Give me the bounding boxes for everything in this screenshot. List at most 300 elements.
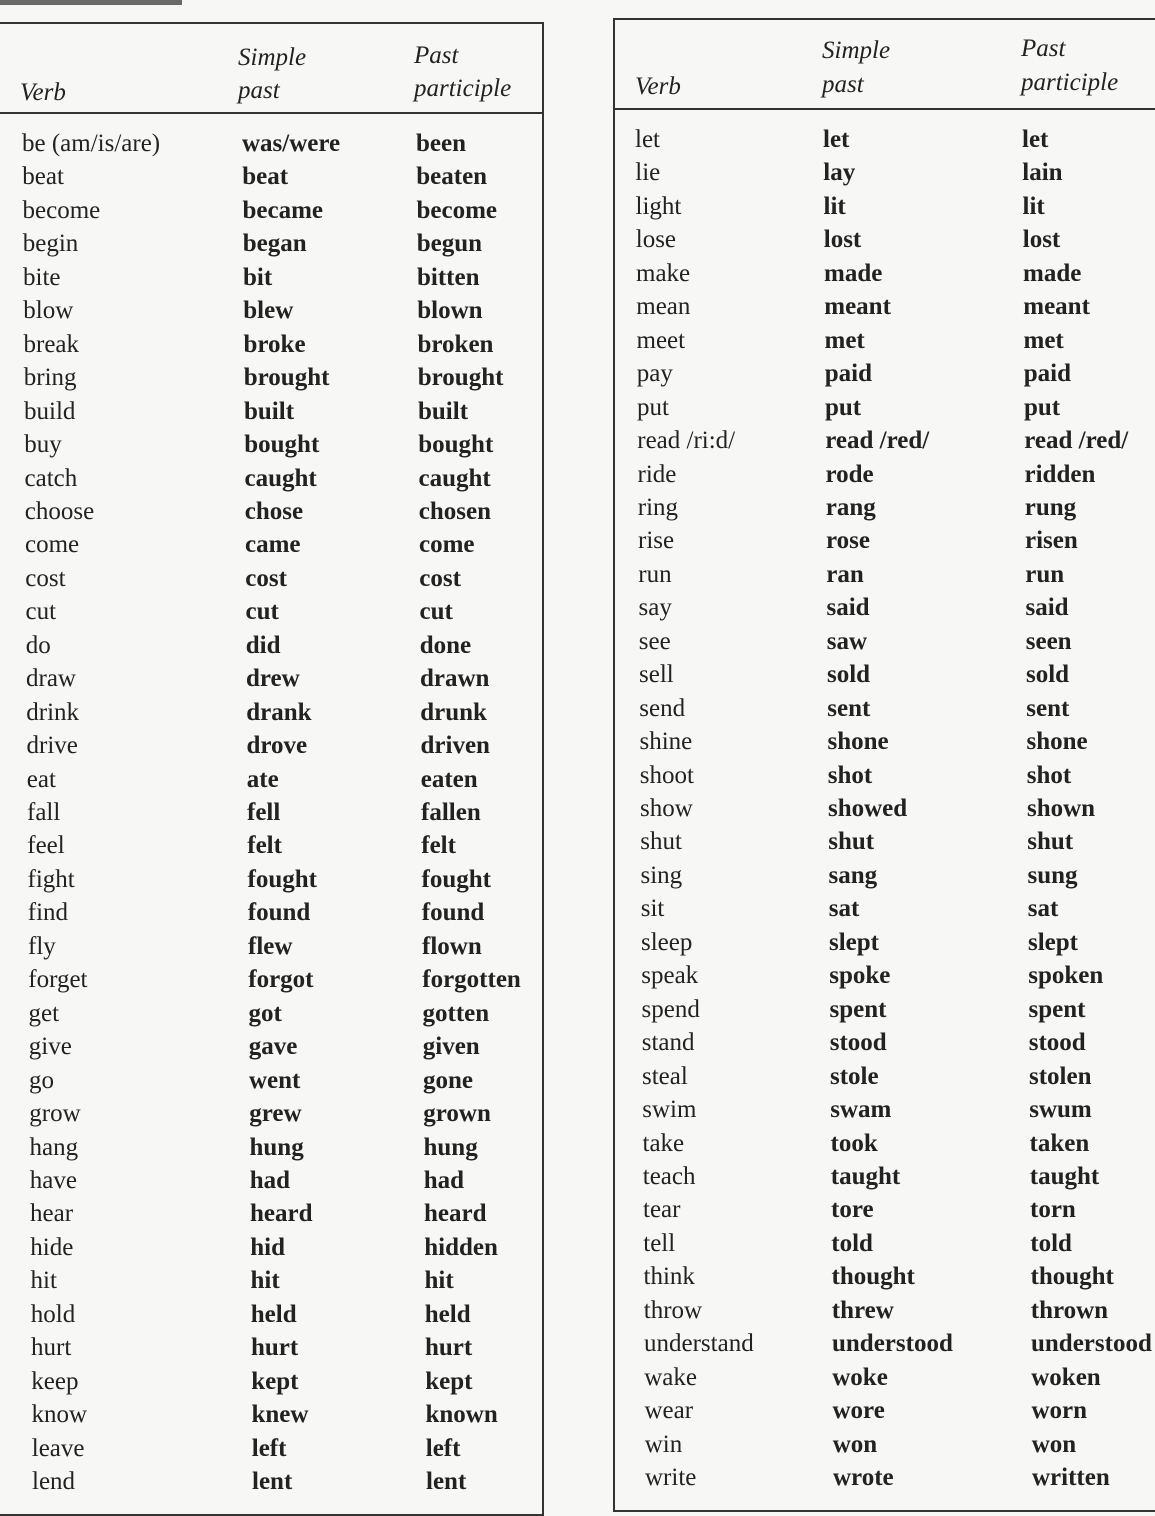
simple-past-cell: sat [828,895,860,923]
past-participle-cell: sung [1027,861,1078,889]
simple-past-cell: did [245,631,281,659]
simple-past-cell: blew [243,297,294,325]
verb-cell: tear [643,1196,681,1224]
table-row [0,1331,542,1365]
verb-cell: know [31,1401,88,1429]
table-row [615,1026,1155,1060]
verb-cell: keep [31,1367,79,1395]
verb-cell: see [638,627,671,655]
table-row [0,963,542,997]
table-row [0,562,542,596]
verb-cell: write [645,1464,697,1491]
simple-past-cell: grew [249,1100,302,1128]
simple-past-cell: hurt [251,1334,299,1362]
simple-past-cell: sang [828,861,878,889]
past-participle-cell: lost [1022,226,1061,254]
simple-past-cell: let [823,126,850,153]
table-row [0,1465,542,1499]
past-participle-cell: driven [420,732,490,760]
past-participle-cell: won [1031,1430,1077,1458]
header-simple-past-line2: past [238,77,280,104]
past-participle-cell: stood [1028,1029,1086,1057]
table-row [0,1131,542,1165]
past-participle-cell: risen [1025,527,1078,555]
verb-cell: light [635,192,682,220]
simple-past-cell: held [250,1300,297,1328]
simple-past-cell: built [244,397,295,425]
table-row [615,491,1155,525]
past-participle-cell: gone [423,1066,473,1094]
table-row [0,629,542,663]
past-participle-cell: had [423,1166,465,1194]
verb-cell: think [643,1263,695,1291]
table-row [615,1461,1155,1495]
simple-past-cell: wrote [833,1464,894,1491]
table-row [615,1428,1155,1462]
table-row [615,892,1155,926]
past-participle-cell: meant [1023,293,1090,321]
past-participle-cell: paid [1023,360,1072,388]
table-row [0,361,542,395]
table-row [615,290,1155,324]
verb-cell: ring [637,493,679,521]
table-row [615,859,1155,893]
simple-past-cell: slept [829,928,879,956]
table-row [615,1227,1155,1261]
table-row [0,997,542,1031]
verb-cell: eat [26,765,56,793]
past-participle-cell: spent [1028,995,1086,1023]
simple-past-cell: drove [246,732,308,760]
verb-cell: rise [638,527,675,555]
simple-past-cell: drank [246,698,312,726]
past-participle-cell: shone [1026,728,1088,756]
verb-cell: make [636,259,691,287]
simple-past-cell: knew [251,1401,309,1429]
table-row [0,127,542,161]
verb-cell: beat [22,163,64,191]
verb-cell: show [640,795,693,822]
past-participle-cell: taken [1029,1129,1090,1157]
table-row [615,725,1155,759]
table-row [0,1398,542,1432]
past-participle-cell: built [418,397,469,425]
verb-cell: cut [25,598,57,626]
table-row [0,1064,542,1098]
table-row [0,428,542,462]
past-participle-cell: swum [1029,1096,1092,1124]
verb-cell: understand [644,1330,754,1358]
simple-past-cell: meant [824,293,891,321]
simple-past-cell: understood [832,1330,953,1358]
simple-past-cell: broke [243,330,306,358]
verb-cell: send [639,694,686,722]
verb-cell: throw [643,1296,703,1324]
table-row [0,227,542,261]
simple-past-cell: sent [827,694,871,722]
table-row [615,458,1155,492]
simple-past-cell: came [245,531,301,559]
past-participle-cell: said [1025,594,1069,622]
table-row [0,1164,542,1198]
past-participle-cell: stolen [1029,1062,1092,1090]
simple-past-cell: spent [829,995,887,1023]
verb-cell: speak [641,962,699,990]
simple-past-cell: fought [247,865,317,893]
table-header [0,24,542,114]
past-participle-cell: hit [424,1267,454,1295]
table-row [0,763,542,797]
past-participle-cell: come [419,531,475,559]
past-participle-cell: become [416,196,498,224]
table-row [615,993,1155,1027]
table-row [615,558,1155,592]
table-row [0,1264,542,1298]
table-row [615,123,1155,157]
simple-past-cell: lost [823,226,862,254]
simple-past-cell: forgot [248,966,314,994]
verb-cell: mean [636,293,691,321]
table-row [615,1160,1155,1194]
past-participle-cell: eaten [420,765,478,793]
table-row [615,524,1155,558]
past-participle-cell: read /red/ [1024,427,1129,455]
table-row [0,930,542,964]
past-participle-cell: known [425,1401,498,1429]
verb-cell: steal [642,1062,688,1090]
past-participle-cell: drawn [420,665,490,693]
verb-cell: shoot [639,761,694,789]
verb-cell: wear [644,1397,694,1425]
simple-past-cell: bit [243,263,273,291]
header-simple-past-line2: past [822,71,864,98]
simple-past-cell: fell [247,799,281,826]
past-participle-cell: shut [1027,828,1074,856]
header-past-participle-line2: participle [1021,69,1119,96]
past-participle-cell: let [1022,126,1049,153]
past-participle-cell: sat [1027,895,1059,923]
past-participle-cell: seen [1025,627,1072,655]
simple-past-cell: kept [251,1367,299,1395]
past-participle-cell: worn [1031,1397,1088,1425]
simple-past-cell: became [242,196,324,224]
verb-cell: draw [26,665,76,693]
past-participle-cell: made [1023,259,1082,287]
past-participle-cell: given [422,1033,480,1061]
past-participle-cell: shot [1026,761,1072,789]
simple-past-cell: threw [831,1296,894,1324]
past-participle-cell: shown [1027,795,1096,822]
simple-past-cell: showed [828,795,908,822]
verb-cell: be (am/is/are) [22,130,161,157]
table-row [615,926,1155,960]
verb-cell: wake [644,1363,697,1391]
past-participle-cell: bitten [417,263,480,291]
simple-past-cell: taught [830,1162,901,1190]
past-participle-cell: broken [417,330,494,358]
table-row [0,1231,542,1265]
simple-past-cell: stole [830,1062,879,1090]
simple-past-cell: rang [825,493,876,521]
simple-past-cell: felt [247,832,282,860]
simple-past-cell: was/were [242,130,341,157]
simple-past-cell: drew [246,665,300,693]
simple-past-cell: caught [244,464,317,492]
irregular-verbs-table-right [613,18,1155,1512]
simple-past-cell: rode [825,460,874,488]
verb-cell: say [638,594,672,622]
verb-cell: fall [27,799,61,826]
verb-cell: read /ri:d/ [637,427,736,455]
verb-cell: ride [637,460,677,488]
table-row [0,1365,542,1399]
past-participle-cell: slept [1028,928,1078,956]
past-participle-cell: taught [1029,1162,1100,1190]
verb-cell: sit [640,895,665,923]
verb-cell: fly [28,932,56,960]
past-participle-cell: hidden [424,1233,498,1261]
table-row [0,160,542,194]
past-participle-cell: heard [424,1200,487,1228]
verb-cell: come [25,531,80,559]
past-participle-cell: torn [1030,1196,1076,1224]
past-participle-cell: been [416,130,466,157]
verb-cell: give [28,1033,72,1061]
table-row [0,261,542,295]
verb-cell: lose [635,226,677,254]
simple-past-cell: beat [242,163,289,191]
verb-cell: get [28,999,60,1027]
past-participle-cell: begun [416,230,483,258]
past-participle-cell: cut [419,598,453,626]
verb-cell: win [644,1430,683,1458]
table-row [615,156,1155,190]
verb-cell: hear [30,1200,74,1228]
simple-past-cell: wore [832,1397,885,1425]
table-row [615,591,1155,625]
verb-cell: bring [23,364,77,392]
verb-cell: lie [635,159,661,187]
simple-past-cell: woke [832,1363,888,1391]
table-header [615,20,1155,110]
simple-past-cell: chose [244,497,304,525]
table-row [615,257,1155,291]
simple-past-cell: took [830,1129,878,1157]
simple-past-cell: bought [244,431,320,459]
simple-past-cell: thought [831,1263,915,1291]
past-participle-cell: drunk [420,698,487,726]
table-row [0,796,542,830]
past-participle-cell: beaten [416,163,488,191]
verb-cell: do [25,631,51,659]
past-participle-cell: understood [1031,1330,1152,1358]
simple-past-cell: shone [827,728,889,756]
table-row [615,658,1155,692]
past-participle-cell: thought [1030,1263,1114,1291]
simple-past-cell: saw [826,627,868,655]
past-participle-cell: spoken [1028,962,1104,990]
verb-cell: forget [28,966,88,994]
table-row [0,662,542,696]
simple-past-cell: shot [827,761,873,789]
verb-cell: hurt [31,1334,72,1362]
table-row [615,424,1155,458]
past-participle-cell: bought [418,431,494,459]
simple-past-cell: lit [823,192,846,220]
past-participle-cell: sold [1026,661,1070,689]
table-row [0,1097,542,1131]
past-participle-cell: woken [1031,1363,1101,1391]
table-row [0,829,542,863]
simple-past-cell: lent [252,1468,293,1495]
simple-past-cell: told [831,1229,873,1257]
table-row [615,1193,1155,1227]
verb-cell: grow [29,1100,81,1128]
simple-past-cell: began [242,230,307,258]
past-participle-cell: gotten [422,999,490,1027]
simple-past-cell: rose [826,527,870,555]
past-participle-cell: held [424,1300,471,1328]
table-row [0,462,542,496]
table-row [615,1093,1155,1127]
verb-cell: shine [639,728,693,756]
table-row [0,328,542,362]
verb-cell: lend [32,1468,76,1495]
past-participle-cell: put [1024,393,1061,421]
simple-past-cell: flew [248,932,293,960]
past-participle-cell: met [1023,326,1064,354]
simple-past-cell: read /red/ [825,427,930,455]
verb-cell: go [29,1066,54,1094]
table-row [615,1260,1155,1294]
simple-past-cell: cost [245,564,287,592]
past-participle-cell: fought [421,865,491,893]
simple-past-cell: said [826,594,870,622]
simple-past-cell: brought [243,364,330,392]
simple-past-cell: heard [250,1200,313,1228]
table-row [0,896,542,930]
verb-cell: teach [642,1162,696,1190]
simple-past-cell: swam [830,1096,892,1124]
verb-cell: sell [639,661,674,689]
past-participle-cell: fallen [421,799,481,826]
header-simple-past-line1: Simple [238,44,307,71]
simple-past-cell: made [824,259,883,287]
table-row [615,223,1155,257]
table-row [615,692,1155,726]
past-participle-cell: written [1032,1464,1110,1491]
table-row [0,696,542,730]
verb-cell: drink [26,698,80,726]
table-row [615,1361,1155,1395]
verb-cell: break [23,330,80,358]
table-row [615,1294,1155,1328]
past-participle-cell: grown [423,1100,491,1128]
simple-past-cell: spoke [829,962,891,990]
simple-past-cell: found [247,899,311,927]
simple-past-cell: met [824,326,865,354]
verb-cell: blow [23,297,74,325]
past-participle-cell: lit [1022,192,1045,220]
simple-past-cell: put [825,393,862,421]
verb-cell: become [22,196,101,224]
table-row [615,1127,1155,1161]
past-participle-cell: hurt [425,1334,473,1362]
table-row [615,959,1155,993]
table-row [0,528,542,562]
verb-cell: begin [22,230,79,258]
simple-past-cell: went [249,1066,301,1094]
verb-cell: hide [30,1233,74,1261]
verb-cell: meet [636,326,686,354]
simple-past-cell: hid [250,1233,286,1261]
past-participle-cell: hung [423,1133,478,1161]
past-participle-cell: left [425,1434,461,1462]
table-row [615,759,1155,793]
past-participle-cell: blown [417,297,483,325]
simple-past-cell: ate [246,765,279,793]
verb-cell: tell [643,1229,676,1257]
verb-cell: hold [30,1300,76,1328]
verb-cell: find [27,899,69,927]
past-participle-cell: lain [1022,159,1063,187]
verb-cell: feel [27,832,65,860]
verb-cell: take [642,1129,685,1157]
verb-cell: choose [24,497,95,525]
table-row [0,595,542,629]
table-row [0,729,542,763]
table-row [615,825,1155,859]
verb-cell: catch [24,464,78,492]
simple-past-cell: hit [250,1267,280,1295]
verb-cell: have [29,1166,77,1194]
past-participle-cell: flown [422,932,482,960]
past-participle-cell: rung [1024,493,1077,521]
verb-cell: buy [24,431,62,459]
table-row [615,357,1155,391]
table-row [0,863,542,897]
header-past-participle-line1: Past [414,42,459,69]
simple-past-cell: cut [245,598,279,626]
header-past-participle-line1: Past [1021,35,1066,62]
past-participle-cell: kept [425,1367,473,1395]
past-participle-cell: told [1030,1229,1072,1257]
past-participle-cell: felt [421,832,456,860]
simple-past-cell: gave [248,1033,298,1061]
past-participle-cell: forgotten [422,966,521,994]
table-row [615,190,1155,224]
table-row [615,1394,1155,1428]
table-row [615,1060,1155,1094]
verb-cell: sing [640,861,683,889]
simple-past-cell: won [832,1430,878,1458]
simple-past-cell: paid [824,360,873,388]
simple-past-cell: stood [829,1029,887,1057]
simple-past-cell: tore [831,1196,874,1224]
simple-past-cell: left [251,1434,287,1462]
simple-past-cell: sold [827,661,871,689]
verb-cell: let [635,126,660,153]
past-participle-cell: cost [419,564,461,592]
past-participle-cell: done [419,631,472,659]
verb-cell: drive [26,732,78,760]
simple-past-cell: lay [823,159,856,187]
verb-cell: cost [25,564,66,592]
simple-past-cell: ran [826,560,864,588]
table-row [615,391,1155,425]
verb-cell: fight [27,865,75,893]
past-participle-cell: thrown [1030,1296,1109,1324]
